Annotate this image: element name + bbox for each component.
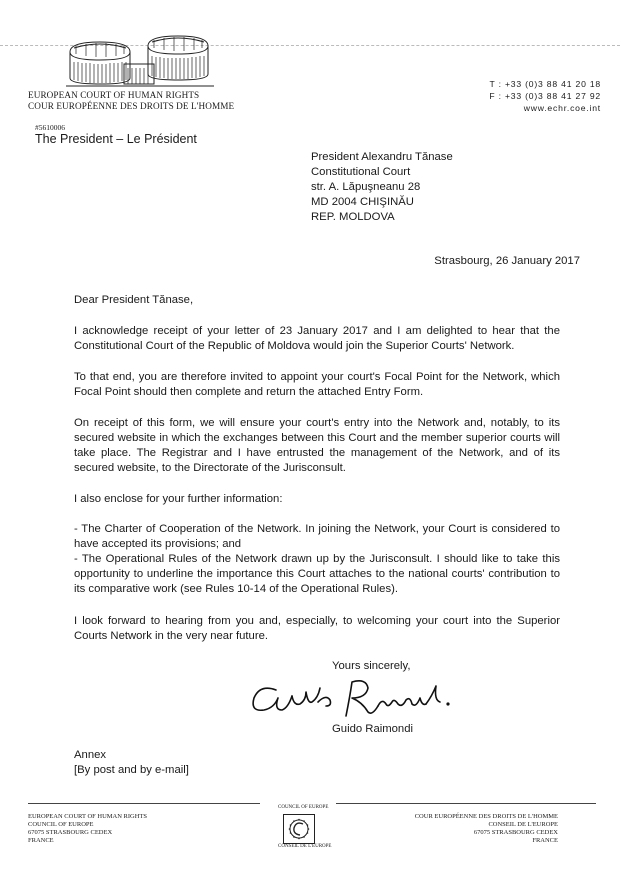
footer-line: FRANCE — [28, 837, 54, 844]
paragraph — [74, 324, 560, 354]
paragraph-text: I look forward to hearing from you and, especially, to welcoming your court into the Superior Courts Network in the very near future. — [74, 615, 560, 642]
footer-rule-right — [336, 803, 596, 804]
coe-label-fr: CONSEIL DE L'EUROPE — [278, 844, 332, 849]
footer-line: FRANCE — [532, 837, 558, 844]
contact-block — [489, 78, 601, 114]
footer-line: EUROPEAN COURT OF HUMAN RIGHTS — [28, 813, 148, 820]
signature — [248, 676, 458, 722]
footer-line: CONSEIL DE L'EUROPE — [488, 821, 558, 828]
court-building-logo — [66, 34, 214, 90]
paragraph-text: On receipt of this form, we will ensure your court's entry into the Network and, notably, to its secured website in which the exchanges between this Court and the member superior courts will take place. The Registrar and I have entrusted the management of the Network, and of its secured website, to the Directorate of the Jurisconsult. — [74, 417, 560, 474]
annex-block — [74, 748, 189, 778]
council-of-europe-logo — [283, 814, 315, 844]
paragraph — [74, 492, 560, 507]
footer-address-right — [415, 813, 558, 845]
paragraph-text: I acknowledge receipt of your letter of 23 January 2017 and I am delighted to hear that the Constitutional Court of the Republic of Moldova would join the Superior Courts' Network. — [74, 325, 560, 352]
enclosure-item: - The Operational Rules of the Network drawn up by the Jurisconsult. I should like to take this opportunity to underline the importance this Court attaches to the national courts' contribution to its comparative work (see Rules 10-14 of the Operational Rules). — [74, 553, 560, 595]
letter-date: Strasbourg, 26 January 2017 — [434, 255, 580, 267]
enclosure-list — [74, 522, 560, 597]
recipient-line: REP. MOLDOVA — [311, 211, 395, 223]
coe-stars-icon — [284, 815, 314, 843]
sender-title: The President – Le Président — [35, 132, 197, 146]
footer-address-left — [28, 813, 147, 845]
court-name-en: EUROPEAN COURT OF HUMAN RIGHTS — [28, 90, 200, 100]
footer-rule-left — [28, 803, 260, 804]
paragraph-text: To that end, you are therefore invited to appoint your court's Focal Point for the Network, which Focal Point should then complete and return the attached Entry Form. — [74, 371, 560, 398]
fax-number: F : +33 (0)3 88 41 27 92 — [489, 91, 601, 101]
footer-line: 67075 STRASBOURG CEDEX — [473, 829, 558, 836]
footer-line: COUNCIL OF EUROPE — [28, 821, 94, 828]
signatory-name: Guido Raimondi — [332, 723, 414, 735]
annex-delivery: [By post and by e-mail] — [74, 764, 189, 776]
reference-number: #5610006 — [35, 123, 65, 132]
salutation: Dear President Tănase, — [74, 294, 194, 306]
website-link[interactable]: www.echr.coe.int — [523, 103, 601, 113]
recipient-line: str. A. Lăpuşneanu 28 — [311, 181, 421, 193]
recipient-line: President Alexandru Tănase — [311, 151, 453, 163]
enclosure-item: - The Charter of Cooperation of the Network. In joining the Network, your Court is considered to have accepted its provisions; and — [74, 523, 560, 550]
paragraph — [74, 370, 560, 400]
annex-label: Annex — [74, 749, 107, 761]
court-name-fr: COUR EUROPÉENNE DES DROITS DE L'HOMME — [28, 101, 235, 111]
recipient-line: Constitutional Court — [311, 166, 411, 178]
recipient-line: MD 2004 CHIŞINĂU — [311, 196, 414, 208]
paragraph — [74, 614, 560, 644]
footer-line: COUR EUROPÉENNE DES DROITS DE L'HOMME — [414, 813, 558, 820]
coe-label-en: COUNCIL OF EUROPE — [278, 805, 329, 810]
paragraph — [74, 416, 560, 476]
footer-line: 67075 STRASBOURG CEDEX — [28, 829, 113, 836]
paragraph-text: I also enclose for your further information: — [74, 493, 283, 505]
recipient-address — [311, 150, 453, 225]
closing: Yours sincerely, — [332, 660, 411, 672]
phone-number: T : +33 (0)3 88 41 20 18 — [489, 79, 601, 89]
